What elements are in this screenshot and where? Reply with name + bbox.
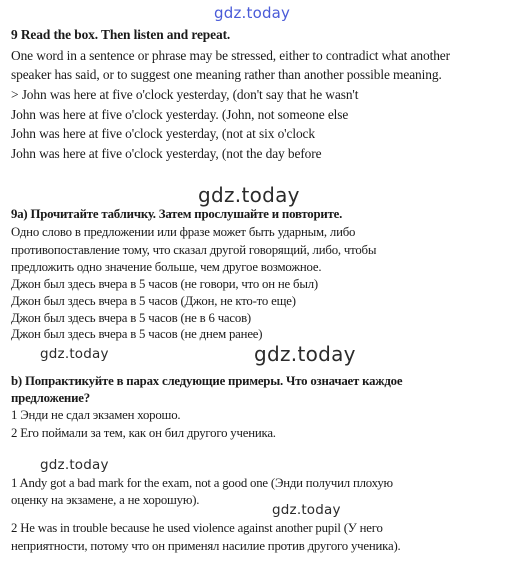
task9-example-3: John was here at five o'clock yesterday, (not at six o'clock: [11, 126, 315, 141]
task9a-body-line-1: Одно слово в предложении или фразе может быть ударным, либо: [11, 225, 356, 239]
task9-body-line-2: speaker has said, or to suggest one meaning rather than another possible meaning.: [11, 67, 442, 82]
task9b-item-1: 1 Энди не сдал экзамен хорошо.: [11, 408, 181, 422]
watermark-center: gdz.today: [254, 342, 356, 366]
watermark-lower-right: gdz.today: [272, 502, 341, 518]
answer-2-line-2: неприятности, потому что он применял насилие против другого ученика).: [11, 539, 401, 553]
task9a-body-line-3: предложить одно значение больше, чем другое возможное.: [11, 260, 322, 274]
watermark-top: gdz.today: [214, 4, 291, 22]
task9b-item-2: 2 Его поймали за тем, как он бил другого ученика.: [11, 426, 276, 440]
task9a-example-2: Джон был здесь вчера в 5 часов (Джон, не кто-то еще): [11, 294, 296, 308]
watermark-mid: gdz.today: [198, 183, 300, 207]
task9-heading: 9 Read the box. Then listen and repeat.: [11, 27, 231, 42]
watermark-lower-left: gdz.today: [40, 457, 109, 473]
answer-1-line-2: оценку на экзамене, а не хорошую).: [11, 493, 200, 507]
task9-example-2: John was here at five o'clock yesterday. (John, not someone else: [11, 107, 349, 122]
answer-1-line-1: 1 Andy got a bad mark for the exam, not a good one (Энди получил плохую: [11, 476, 393, 490]
task9-example-4: John was here at five o'clock yesterday, (not the day before: [11, 146, 322, 161]
task9-example-1: > John was here at five o'clock yesterday, (don't say that he wasn't: [11, 87, 359, 102]
task9a-body-line-2: противопоставление тому, что сказал другой говорящий, либо, чтобы: [11, 243, 377, 257]
task9a-example-3: Джон был здесь вчера в 5 часов (не в 6 часов): [11, 311, 251, 325]
task9a-example-1: Джон был здесь вчера в 5 часов (не говори, что он не был): [11, 277, 318, 291]
task9-body-line-1: One word in a sentence or phrase may be stressed, either to contradict what another: [11, 48, 451, 63]
task9a-heading: 9a) Прочитайте табличку. Затем прослушайте и повторите.: [11, 207, 343, 221]
answer-2-line-1: 2 He was in trouble because he used violence against another pupil (У него: [11, 521, 383, 535]
task9b-heading-line-1: b) Попрактикуйте в парах следующие примеры. Что означает каждое: [11, 374, 403, 388]
task9b-heading-line-2: предложение?: [11, 391, 90, 405]
task9a-example-4: Джон был здесь вчера в 5 часов (не днем ранее): [11, 327, 263, 341]
watermark-left: gdz.today: [40, 346, 109, 362]
